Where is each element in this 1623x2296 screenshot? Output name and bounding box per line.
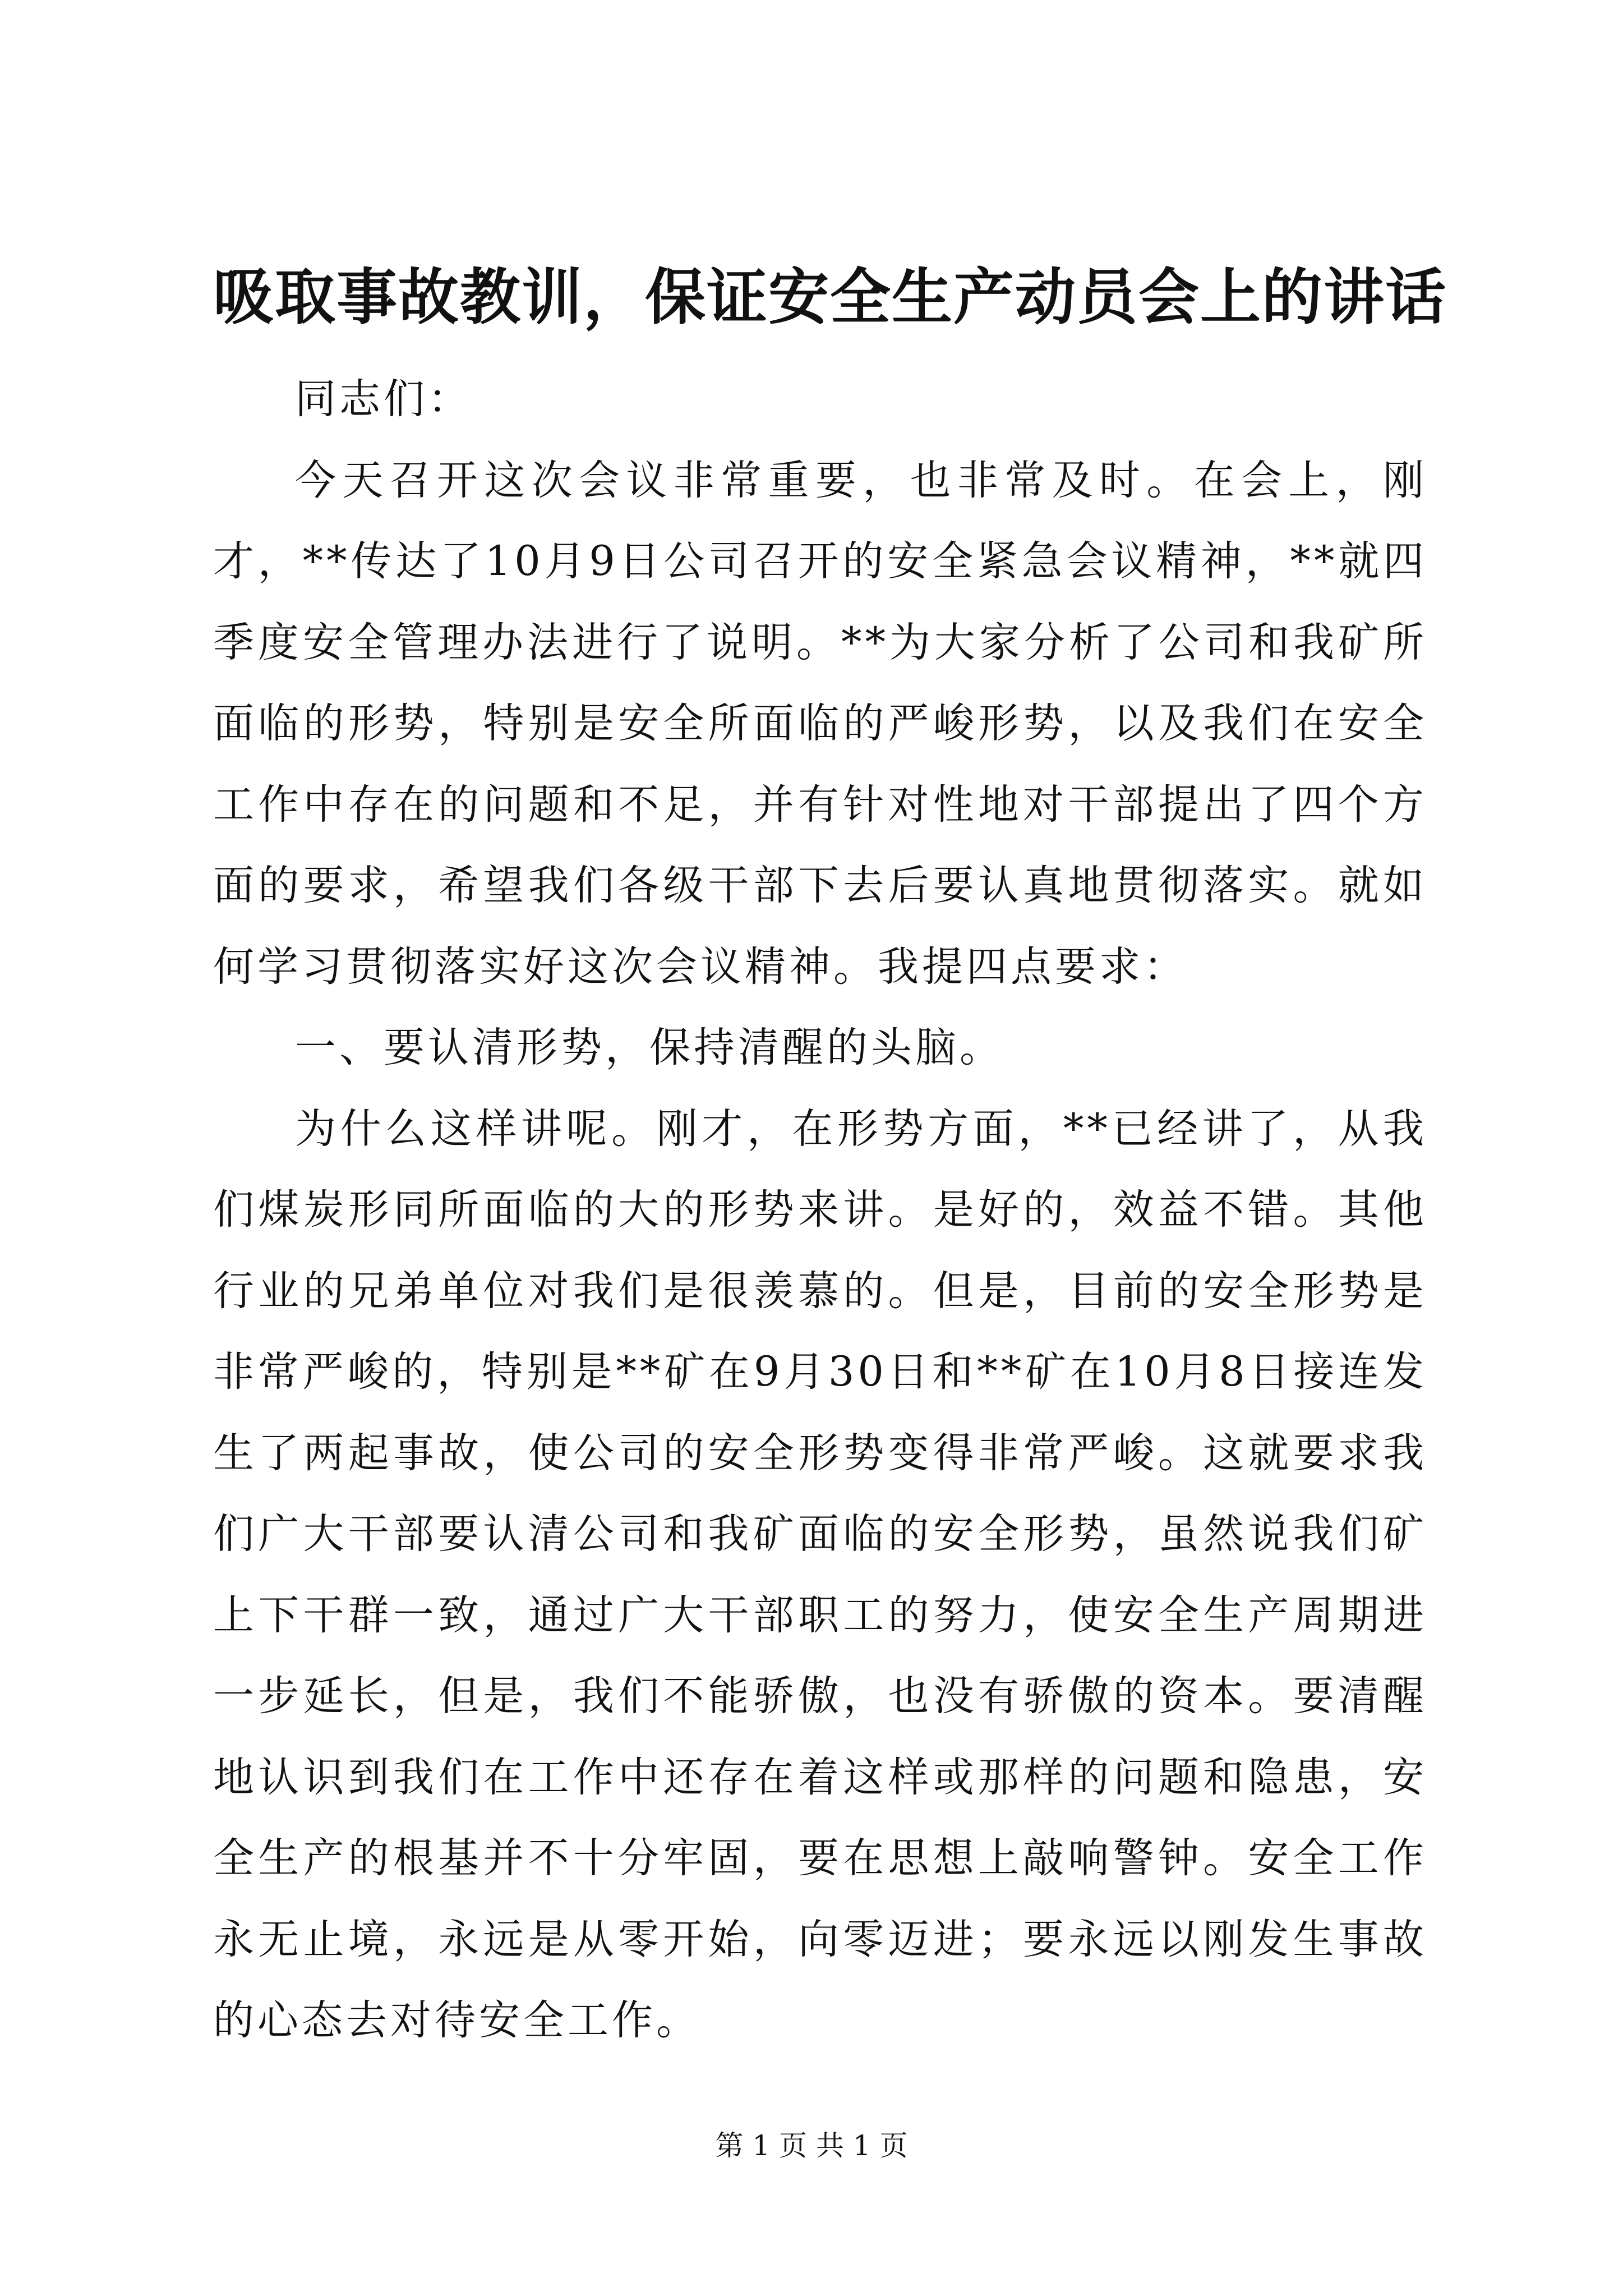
body-paragraph: 为什么这样讲呢。刚才，在形势方面，**已经讲了，从我们煤炭形同所面临的大的形势来讲。是好的，效益不错。其他行业的兄弟单位对我们是很羡慕的。但是，目前的安全形势是非常严峻的，特别是**矿在9月30日和**矿在10月8日接连发生了两起事故，使公司的安全形势变得非常严峻。这就要求我们广大干部要认清公司和我矿面临的安全形势，虽然说我们矿上下干群一致，通过广大干部职工的努力，使安全生产周期进一步延长，但是，我们不能骄傲，也没有骄傲的资本。要清醒地认识到我们在工作中还存在着这样或那样的问题和隐患，安全生产的根基并不十分牢固，要在思想上敲响警钟。安全工作永无止境，永远是从零开始，向零迈进；要永远以刚发生事故的心态去对待安全工作。 (213, 1105, 1427, 2044)
salutation-paragraph: 同志们： (295, 375, 472, 423)
intro-paragraph: 今天召开这次会议非常重要，也非常及时。在会上，刚才，**传达了10月9日公司召开的安全紧急会议精神，**就四季度安全管理办法进行了说明。**为大家分析了公司和我矿所面临的形势，特别是安全所面临的严峻形势，以及我们在安全工作中存在的问题和不足，并有针对性地对干部提出了四个方面的要求，希望我们各级干部下去后要认真地贯彻落实。就如何学习贯彻落实好这次会议精神。我提四点要求： (213, 456, 1427, 991)
section-heading-paragraph: 一、要认清形势，保持清醒的头脑。 (295, 1024, 1004, 1071)
document-body (213, 359, 1427, 2062)
document-title: 吸取事故教训，保证安全生产动员会上的讲话 (213, 262, 1447, 333)
page-number-footer: 第 1 页 共 1 页 (715, 2129, 908, 2162)
